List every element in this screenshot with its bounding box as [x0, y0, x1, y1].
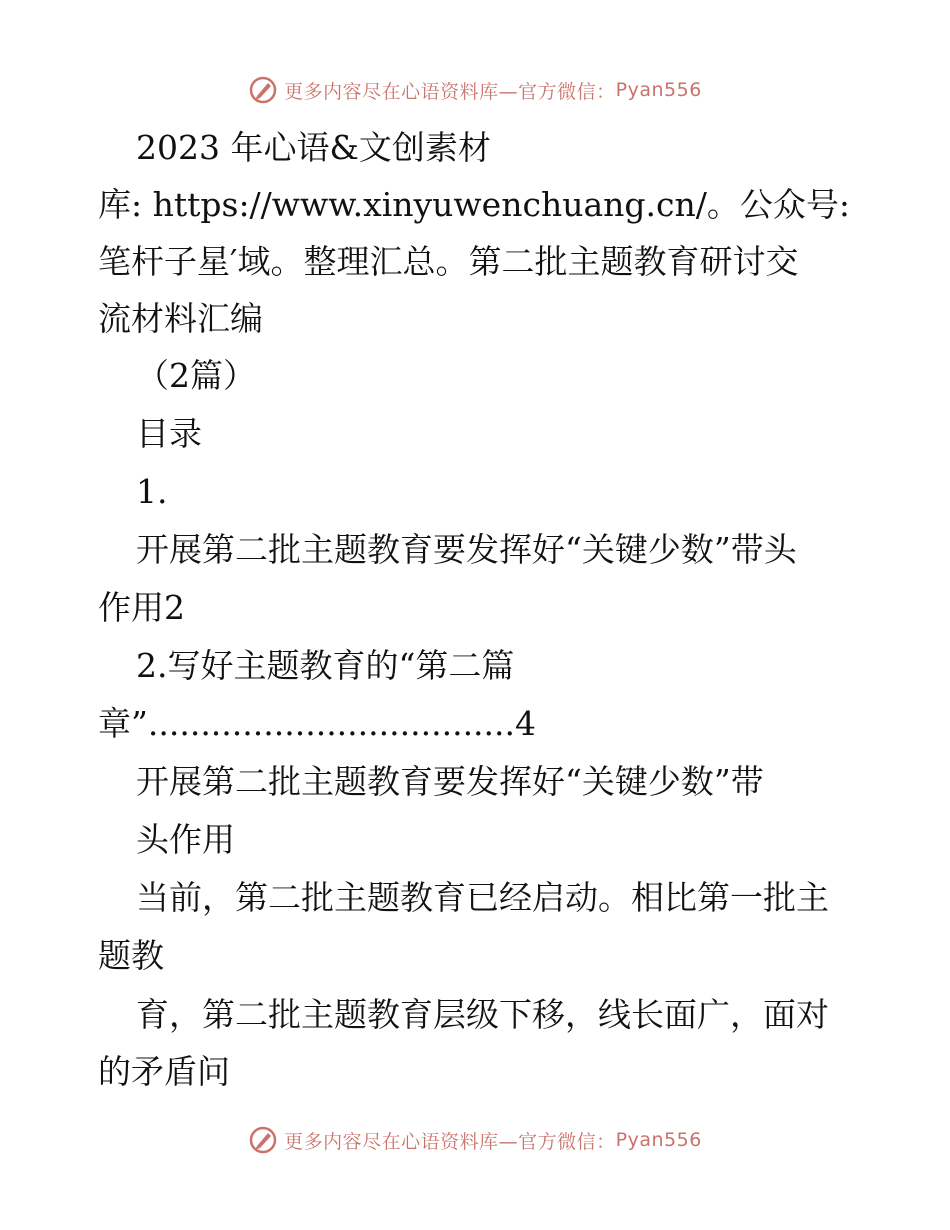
doc-line-2: 库: https://www.xinyuwenchuang.cn/。公众号:	[98, 185, 850, 224]
article-title: 开展第二批主题教育要发挥好“关键少数”带	[136, 762, 764, 801]
doc-line-5: （2篇）	[136, 356, 256, 395]
banner-text: 更多内容尽在心语资料库—官方微信：	[284, 1130, 616, 1153]
paragraph-line-3: 育，第二批主题教育层级下移，线长面广，面对	[136, 995, 829, 1034]
footer-watermark-banner	[0, 1120, 950, 1160]
doc-line-4: 流材料汇编	[98, 299, 263, 338]
article-title-cont: 头作用	[136, 820, 235, 859]
paragraph-line-1: 当前，第二批主题教育已经启动。相比第一批主	[136, 878, 829, 917]
banner-text: 更多内容尽在心语资料库—官方微信：	[284, 80, 616, 103]
toc-item-1-number: 1.	[136, 472, 168, 511]
toc-item-2-title-cont: 章”...................................4	[98, 704, 537, 743]
doc-line-1: 2023 年心语&文创素材	[136, 128, 491, 167]
toc-item-1-title: 开展第二批主题教育要发挥好“关键少数”带头	[136, 530, 797, 569]
pen-logo-icon	[248, 1125, 278, 1155]
toc-item-2-title: 2.写好主题教育的“第二篇	[136, 646, 515, 685]
pen-logo-icon	[248, 75, 278, 105]
doc-line-3: 笔杆子星′域。整理汇总。第二批主题教育研讨交	[98, 242, 799, 281]
toc-item-1-title-cont: 作用2	[98, 588, 185, 627]
wechat-id: Pyan556	[615, 79, 702, 101]
header-watermark-banner	[0, 70, 950, 110]
paragraph-line-4: 的矛盾问	[98, 1052, 230, 1091]
wechat-id: Pyan556	[615, 1129, 702, 1151]
paragraph-line-2: 题教	[98, 936, 164, 975]
toc-heading: 目录	[136, 414, 202, 453]
